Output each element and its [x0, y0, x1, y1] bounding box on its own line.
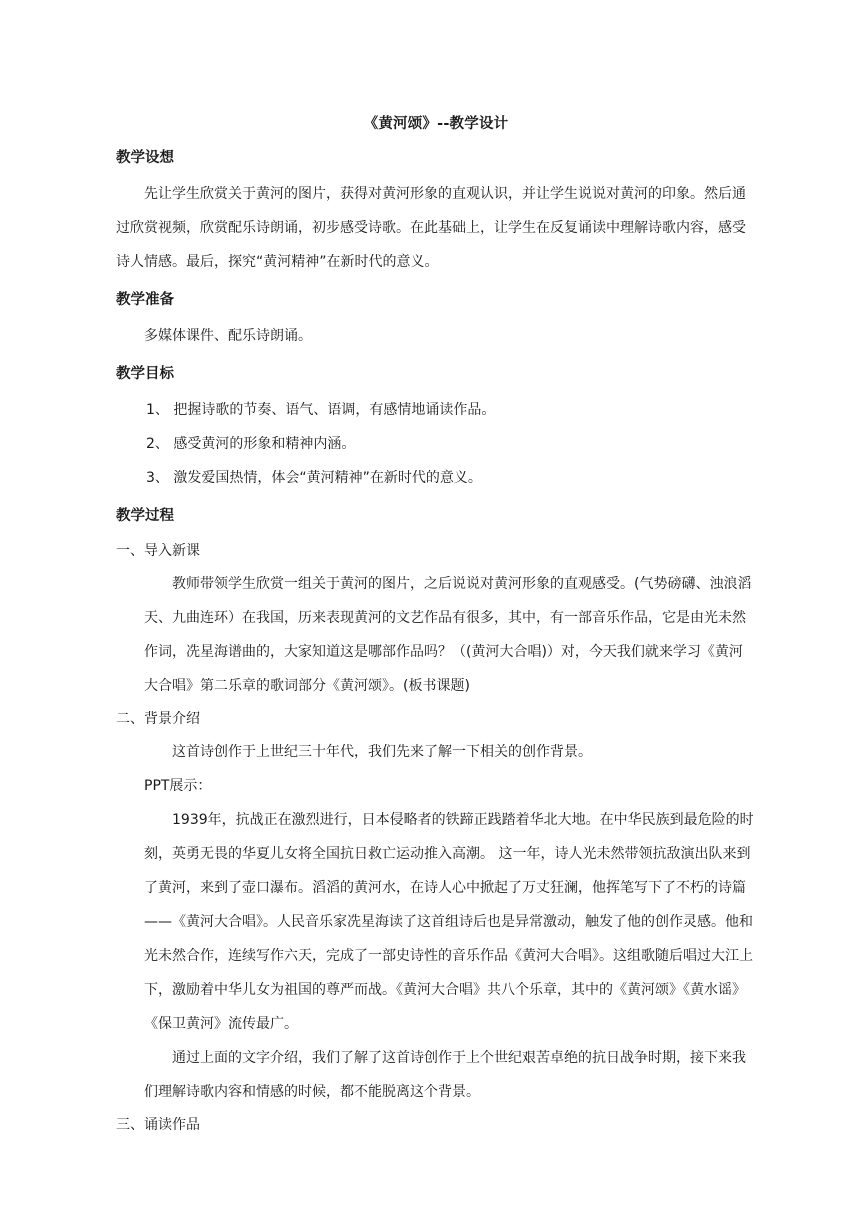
subheading-intro: 一、导入新课	[116, 543, 200, 559]
paragraph-teaching-prep: 多媒体课件、配乐诗朗诵。	[144, 328, 312, 344]
heading-teaching-process: 教学过程	[116, 508, 174, 524]
paragraph-background-summary: 通过上面的文字介绍，我们了解了这首诗创作于上个世纪艰苦卓绝的抗日战争时期，接下来我们理解诗歌内容和情感的时候，都不能脱离这个背景。	[144, 1050, 746, 1100]
heading-teaching-goals: 教学目标	[116, 366, 174, 382]
paragraph-background-intro: 这首诗创作于上世纪三十年代，我们先来了解一下相关的创作背景。	[172, 744, 592, 760]
goal-item: 2、 感受黄河的形象和精神内涵。	[146, 436, 356, 452]
subheading-background: 二、背景介绍	[116, 711, 200, 727]
paragraph-teaching-idea: 先让学生欣赏关于黄河的图片，获得对黄河形象的直观认识，并让学生说说对黄河的印象。然后通过欣赏视频，欣赏配乐诗朗诵，初步感受诗歌。在此基础上，让学生在反复诵读中理解诗歌内容，感受诗人情感。最后，探究“黄河精神”在新时代的意义。	[116, 186, 746, 270]
heading-teaching-idea: 教学设想	[116, 150, 174, 166]
goal-item: 3、 激发爱国热情，体会“黄河精神”在新时代的意义。	[146, 470, 482, 486]
document-title: 《黄河颂》--教学设计	[363, 116, 509, 132]
document-body	[116, 112, 756, 1141]
subheading-reading: 三、诵读作品	[116, 1117, 200, 1133]
goal-item: 1、 把握诗歌的节奏、语气、语调，有感情地诵读作品。	[146, 402, 496, 418]
heading-teaching-prep: 教学准备	[116, 292, 174, 308]
paragraph-background-ppt: 1939年，抗战正在激烈进行，日本侵略者的铁蹄正践踏着华北大地。在中华民族到最危险的时刻，英勇无畏的华夏儿女将全国抗日救亡运动推入高潮。 这一年，诗人光未然带领抗敌演出队来到了黄河，来到了壶口瀑布。滔滔的黄河水，在诗人心中掀起了万丈狂澜，他挥笔写下了不朽的诗篇——《黄河大合唱》。人民音乐家冼星海读了这首组诗后也是异常激动，触发了他的创作灵感。他和光未然合作，连续写作六天，完成了一部史诗性的音乐作品《黄河大合唱》。这组歌随后唱过大江上下，激励着中华儿女为祖国的尊严而战。《黄河大合唱》共八个乐章，其中的《黄河颂》《黄水谣》《保卫黄河》流传最广。	[144, 812, 754, 1032]
paragraph-intro: 教师带领学生欣赏一组关于黄河的图片，之后说说对黄河形象的直观感受。(气势磅礴、浊浪滔天、九曲连环）在我国，历来表现黄河的文艺作品有很多，其中，有一部音乐作品，它是由光未然作词，冼星海谱曲的，大家知道这是哪部作品吗？（(黄河大合唱)）对，今天我们就来学习《黄河大合唱》第二乐章的歌词部分《黄河颂》。(板书课题)	[144, 576, 752, 694]
ppt-label: PPT展示：	[144, 778, 212, 794]
